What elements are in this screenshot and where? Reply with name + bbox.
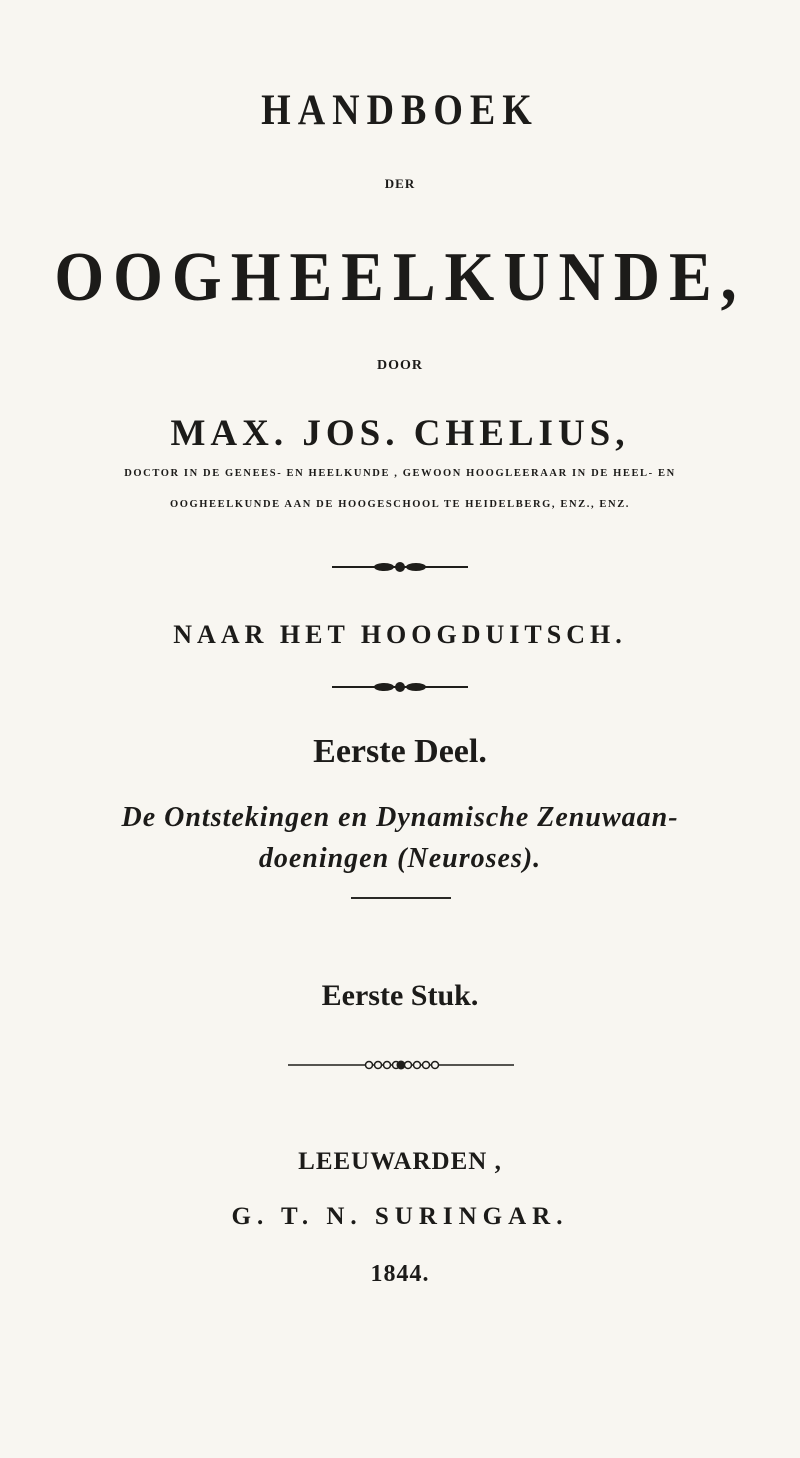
subtitle-line-1: De Ontstekingen en Dynamische Zenuwaan-	[121, 802, 679, 833]
publisher: G. T. N. SURINGAR.	[231, 1203, 569, 1230]
part-heading: Eerste Stuk.	[321, 979, 479, 1012]
place-of-publication: LEEUWARDEN ,	[298, 1148, 502, 1175]
ornament-divider-3	[286, 1059, 516, 1071]
publication-year: 1844.	[370, 1261, 430, 1287]
title-oogheelkunde: OOGHEELKUNDE,	[54, 237, 746, 316]
short-rule	[351, 897, 451, 899]
author-credentials-2: OOGHEELKUNDE AAN DE HOOGESCHOOL TE HEIDELBERG, ENZ., ENZ.	[169, 499, 631, 510]
title-der: DER	[384, 176, 416, 191]
subtitle-line-2: doeningen (Neuroses).	[258, 843, 542, 874]
author-credentials-1: DOCTOR IN DE GENEES- EN HEELKUNDE , GEWOON HOOGLEERAAR IN DE HEEL- EN	[124, 468, 676, 479]
volume-heading: Eerste Deel.	[313, 733, 487, 770]
ornament-divider-1	[330, 561, 470, 573]
ornament-divider-2	[330, 681, 470, 693]
title-door: DOOR	[377, 358, 423, 373]
title-handboek: HANDBOEK	[261, 85, 539, 135]
author-name: MAX. JOS. CHELIUS,	[170, 413, 630, 454]
translation-note: NAAR HET HOOGDUITSCH.	[173, 620, 627, 649]
